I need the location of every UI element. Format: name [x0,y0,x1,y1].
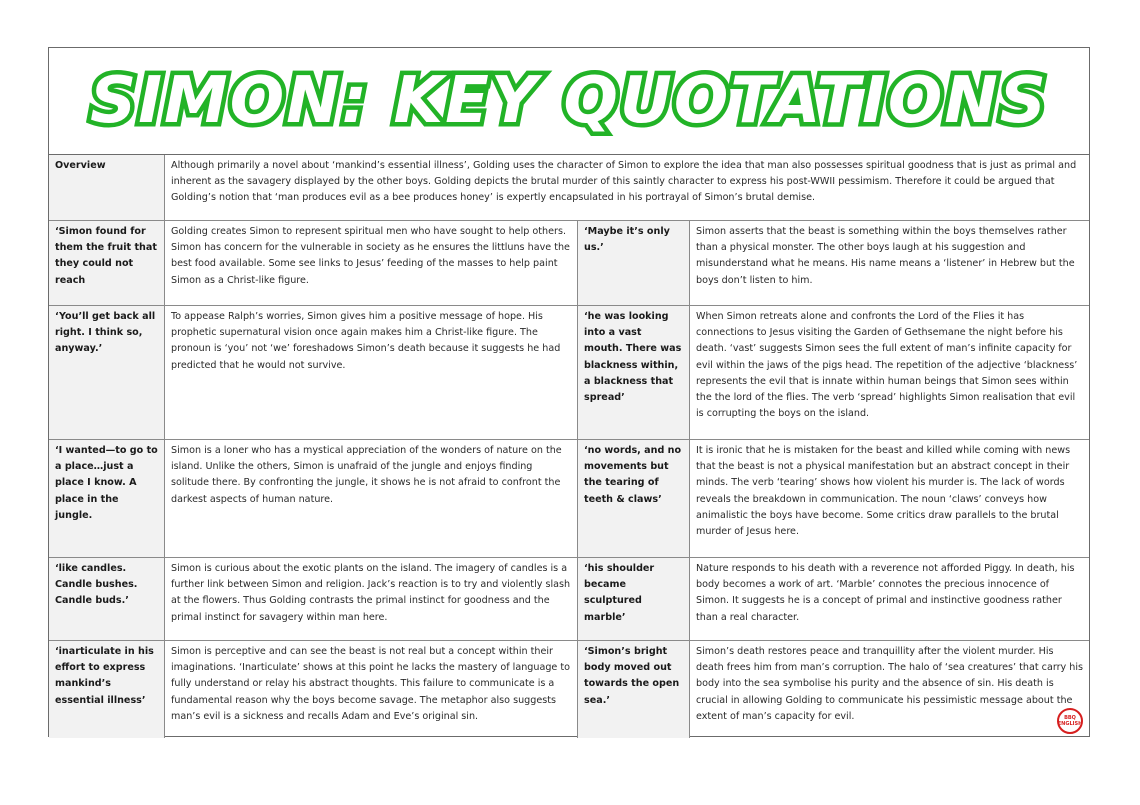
table-row [49,641,1089,738]
quotations-table [49,155,1089,738]
quotation-cell: ‘he was looking into a vast mouth. There was blackness within, a blackness that spread’ [578,306,690,439]
analysis-cell [690,641,1089,738]
analysis-cell: When Simon retreats alone and confronts the Lord of the Flies it has connections to Jesus visiting the Garden of Gethsemane the night before his death. ‘vast’ suggests Simon sees the full extent of man’s infinite capacity for evil within the jaws of the pigs head. The repetition of the adjective ‘blackness’ represents the evil that is innate within human beings that Simon sees within the the lord of the flies. The verb ‘spread’ highlights Simon realisation that evil is corrupting the boys on the island. [696,311,1078,420]
analysis-cell: Simon is curious about the exotic plants on the island. The imagery of candles is a further link between Simon and religion. Jack’s reaction is to try and violently slash at the flowers. Thus Golding contrasts the primal instinct for goodness and the primal instinct for savagery within man here. [165,558,578,640]
publisher-logo [1057,708,1083,734]
analysis-cell: Simon asserts that the beast is something within the boys themselves rather than a physical monster. The other boys laugh at his suggestion and misunderstand what he means. His name means a ‘listener’ in Hebrew but the boys don’t listen to him. [696,226,1075,286]
analysis-cell: Simon is a loner who has a mystical appreciation of the wonders of nature on the island. Unlike the others, Simon is unafraid of the jungle and enjoys finding solitude there. By confronting the jungle, it shows he is not afraid to confront the darkest aspects of human nature. [165,440,578,557]
quotation-cell: ‘Simon found for them the fruit that they could not reach [49,221,165,305]
quotation-cell: ‘his shoulder became sculptured marble’ [578,558,690,640]
overview-row [49,155,1089,221]
analysis-cell: To appease Ralph’s worries, Simon gives him a positive message of hope. His prophetic supernatural vision once again makes him a Christ-like figure. The pronoun is ‘you’ not ‘we’ foreshadows Simon’s death because it suggests he had predicted that he would not survive. [165,306,578,439]
quotation-cell: ‘no words, and no movements but the tearing of teeth & claws’ [578,440,690,557]
page-title: SIMON: KEY QUOTATIONS [90,64,1048,138]
table-row [49,558,1089,641]
analysis-cell: Nature responds to his death with a reverence not afforded Piggy. In death, his body becomes a work of art. ‘Marble’ connotes the precious innocence of Simon. It suggests he is a concept of primal and instinctive goodness rather than a real character. [696,563,1075,623]
table-row [49,440,1089,558]
logo-line-2: ENGLISH [1057,721,1083,727]
table-row [49,221,1089,306]
quotation-cell: ‘Simon’s bright body moved out towards the open sea.’ [578,641,690,738]
title-bar [49,48,1089,155]
analysis-text: Simon’s death restores peace and tranquillity after the violent murder. His death frees him from man’s corruption. The halo of ‘sea creatures’ that carry his body into the sea symbolise his purity and the absence of sin. His death is crucial in allowing Golding to communicate his pessimistic message about the extent of man’s capacity for evil. [696,646,1084,722]
overview-text: Although primarily a novel about ‘mankind’s essential illness’, Golding uses the character of Simon to explore the idea that man also possesses spiritual goodness that is just as primal and inherent as the savagery displayed by the other boys. Golding depicts the brutal murder of this saintly character to express his post-WWII pessimism. Therefore it could be argued that Golding’s notion that ‘man produces evil as a bee produces honey’ is expertly encapsulated in his portrayal of Simon’s brutal demise. [171,160,1077,204]
analysis-cell: Simon is perceptive and can see the beast is not real but a concept within their imaginations. ‘Inarticulate’ shows at this point he lacks the mastery of language to fully understand or relay his abstract thoughts. This failure to communicate is a fundamental reason why the boys become savage. The metaphor also suggests man’s evil is a sickness and recalls Adam and Eve’s original sin. [165,641,578,738]
quotation-cell: ‘Maybe it’s only us.’ [578,221,690,305]
table-row [49,306,1089,440]
overview-label: Overview [49,155,165,220]
analysis-cell: Golding creates Simon to represent spiritual men who have sought to help others. Simon has concern for the vulnerable in society as he ensures the littluns have the best food available. Some see links to Jesus’ feeding of the masses to help paint Simon as a Christ-like figure. [165,221,578,305]
worksheet [48,47,1090,737]
quotation-cell: ‘I wanted—to go to a place…just a place I know. A place in the jungle. [49,440,165,557]
quotation-cell: ‘like candles. Candle bushes. Candle buds.’ [49,558,165,640]
quotation-cell: ‘You’ll get back all right. I think so, anyway.’ [49,306,165,439]
logo-line-1: BBQ [1064,715,1076,721]
analysis-cell: It is ironic that he is mistaken for the beast and killed while coming with news that the beast is not a physical manifestation but an abstract concept in their minds. The verb ‘tearing’ shows how violent his murder is. The lack of words reveals the breakdown in communication. The noun ‘claws’ conveys how animalistic the boys have become. Some critics draw parallels to the brutal murder of Jesus here. [696,445,1071,538]
quotation-cell: ‘inarticulate in his effort to express mankind’s essential illness’ [49,641,165,738]
